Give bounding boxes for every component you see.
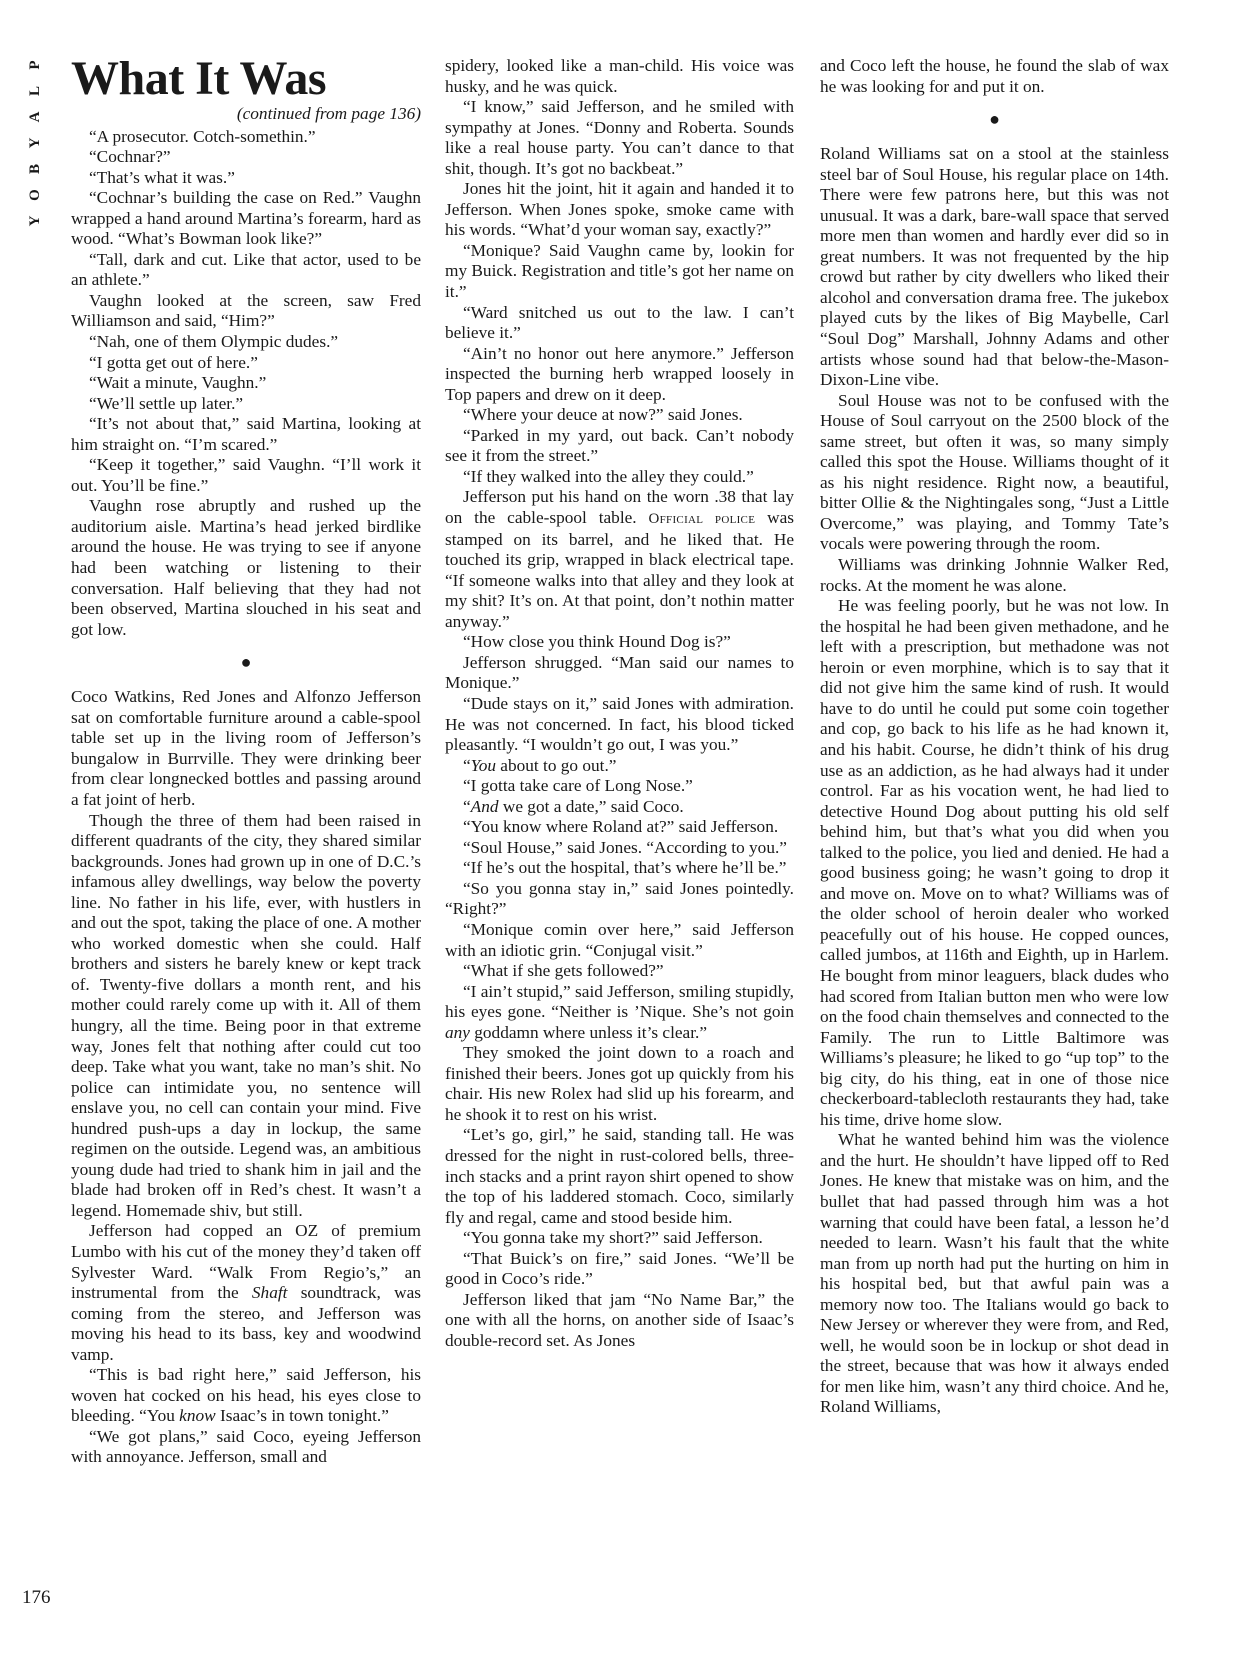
paragraph: “If he’s out the hospital, that’s where he’ll be.” [463, 858, 787, 878]
paragraph: “I gotta take care of Long Nose.” [463, 776, 693, 796]
paragraph: Soul House was not to be confused with the House of Soul carryout on the 2500 block of the same street, but often it was, so many simply called this spot the House. Williams thought of it as his night residence. Right now, a beautiful, bitter Ollie & the Nightingales song, “Just a Little Overcome,” was playing, and Tommy Tate’s vocals were powering through the room. [820, 390, 1169, 554]
text-run: “ [463, 755, 471, 775]
paragraph: “That’s what it was.” [89, 167, 235, 187]
italic-run: any [445, 1022, 470, 1042]
paragraph [71, 1365, 421, 1427]
paragraph: Jefferson liked that jam “No Name Bar,” the one with all the horns, on another side of Isaac’s double-record set. As Jones [445, 1289, 794, 1350]
paragraph [445, 756, 794, 777]
italic-run: And [470, 796, 499, 816]
paragraph: “Ward snitched us out to the law. I can’t believe it.” [445, 302, 794, 343]
paragraph: and Coco left the house, he found the slab of wax he was looking for and put it on. [820, 56, 1169, 96]
paragraph [445, 487, 794, 632]
paragraph: “What if she gets followed?” [463, 961, 664, 981]
paragraph: Jones hit the joint, hit it again and handed it to Jefferson. When Jones spoke, smoke came with his words. “What’d your woman say, exactly?” [445, 179, 794, 240]
section-break-dot: ● [240, 652, 252, 673]
column-2 [445, 56, 794, 1351]
paragraph: “We got plans,” said Coco, eyeing Jefferson with annoyance. Jefferson, small and [71, 1426, 421, 1467]
text-run: “ [463, 796, 471, 816]
magazine-letter: L [27, 86, 43, 97]
paragraph: “Cochnar’s building the case on Red.” Vaughn wrapped a hand around Martina’s forearm, hard as wood. “What’s Bowman look like?” [71, 188, 421, 249]
paragraph: “Nah, one of them Olympic dudes.” [89, 332, 339, 352]
paragraph: “Parked in my yard, out back. Can’t nobody see it from the street.” [445, 425, 794, 466]
page-number: 176 [22, 1587, 51, 1608]
paragraph: He was feeling poorly, but he was not low. In the hospital he had been given methadone, and he left with a prescription, but methadone was not heroin or even morphine, which is to say that it did not give him the same kind of rush. It would have to do until he could put some coin together and cop, go back to his life as he had known it, and his habit. Course, he didn’t think of his drug use as an addiction, as he had always had it under control. Far as his vocation went, he had lied to detective Hound Dog about putting his old self behind him, but that’s what you did when you talked to the police, you lied and denied. He had a good business going; he wasn’t going to drop it and move on. Move on to what? Williams was of the older school of heroin dealer who worked peacefully out of his house. He copped ounces, called jumbos, at 116th and Eighth, up in Harlem. He bought from minor leaguers, black dudes who had scored from Italian button men who were low on the food chain themselves and connected to the Family. The run to Little Baltimore was Williams’s pleasure; he liked to go “up top” to the big city, do his thing, eat in one of those nice checkerboard-tablecloth restaurants they had, take his time, drive home slow. [820, 596, 1169, 1129]
paragraph: “Where your deuce at now?” said Jones. [463, 405, 743, 425]
paragraph: “If they walked into the alley they could.” [463, 466, 754, 486]
paragraph: Vaughn looked at the screen, saw Fred Williamson and said, “Him?” [71, 290, 421, 331]
paragraph: “That Buick’s on fire,” said Jones. “We’ll be good in Coco’s ride.” [445, 1248, 794, 1289]
paragraph: What he wanted behind him was the violence and the hurt. He shouldn’t have lipped off to Red Jones. He knew that mistake was on him, and the bullet that had passed through him was a hot warning that could have been fatal, a lesson he’d needed to learn. Wasn’t his fault that the white man from up north had put the hurting on him in his hospital bed, but that awful pain was a memory now too. The Italians would go back to New Jersey or wherever they were from, and Red, well, he would soon be in lockup or shot dead in the street, because that was how it always ended for men like him, wasn’t any third choice. And he, Roland Williams, [820, 1130, 1169, 1417]
text-run: soundtrack, was coming from the stereo, and Jefferson was moving his head to its bass, key and woodwind vamp. [71, 1283, 421, 1364]
paragraph: “You know where Roland at?” said Jefferson. [463, 817, 779, 837]
paragraph: “Wait a minute, Vaughn.” [89, 373, 267, 393]
article-title: What It Was [71, 52, 327, 105]
magazine-letter: O [27, 189, 43, 201]
column-3 [820, 56, 1169, 1418]
column-1 [71, 52, 421, 1468]
paragraph: “I gotta get out of here.” [89, 352, 258, 372]
paragraph: “Soul House,” said Jones. “According to you.” [463, 837, 787, 857]
paragraph: “Cochnar?” [89, 147, 171, 167]
text-run: Isaac’s in town tonight.” [215, 1406, 389, 1426]
paragraph: “Monique comin over here,” said Jefferson with an idiotic grin. “Conjugal visit.” [445, 919, 794, 960]
text-run: was stamped on its barrel, and he liked that. He touched its grip, wrapped in black electrical tape. “If someone walks into that alley and they look at my shit? It’s on. At that point, don’t nothin matter anyway.” [445, 508, 794, 631]
magazine-letter: P [27, 60, 43, 70]
paragraph: “So you gonna stay in,” said Jones pointedly. “Right?” [445, 878, 794, 919]
text-run: goddamn where unless it’s clear.” [469, 1022, 708, 1042]
text-run: about to go out.” [495, 755, 617, 775]
paragraph: Though the three of them had been raised in different quadrants of the city, they shared similar backgrounds. Jones had grown up in one of D.C.’s infamous alley dwellings, way below the poverty line. No father in his life, ever, with hustlers in and out the spot, taking the place of one. A mother who worked domestic when she could. Half brothers and sisters he barely knew or kept track of. Twenty-five dollars a month rent, and his mother could rarely come up with it. All of them hungry, all the time. Being poor in that extreme way, Jones felt that nothing after could cut too deep. Take what you want, take no man’s shit. No police can intimidate you, no sentence will enslave you, no cell can contain your mind. Five hundred push-ups a day in lockup, the same regimen on the outside. Legend was, an ambitious young dude had tried to shank him in jail and the blade had broken off in Red’s chest. It wasn’t a legend. Homemade shiv, but still. [71, 810, 421, 1220]
italic-run: Shaft [251, 1283, 288, 1303]
paragraph: “How close you think Hound Dog is?” [463, 632, 731, 652]
paragraph: “You gonna take my short?” said Jefferson. [463, 1228, 763, 1248]
paragraph: “Monique? Said Vaughn came by, lookin for my Buick. Registration and title’s got her name on it.” [445, 240, 794, 302]
italic-run: You [470, 755, 496, 775]
text-run: we got a date,” said Coco. [498, 796, 684, 816]
paragraph: spidery, looked like a man-child. His voice was husky, and he was quick. [445, 56, 794, 96]
italic-run: know [179, 1406, 216, 1426]
paragraph: Vaughn rose abruptly and rushed up the auditorium aisle. Martina’s head jerked birdlike around the house. He was trying to see if anyone had been watching or listening to their conversation. Half believing that they had not been observed, Martina slouched in his seat and got low. [71, 496, 421, 639]
paragraph: They smoked the joint down to a roach and finished their beers. Jones got up quickly from his chair. His new Rolex had slid up his forearm, and he shook it to rest on his wrist. [445, 1043, 794, 1124]
magazine-letter: Y [27, 215, 43, 227]
text-run: Jefferson put his hand on the worn .38 that lay on the cable-spool table. [445, 487, 794, 528]
paragraph: “A prosecutor. Cotch-somethin.” [89, 126, 316, 146]
magazine-letter: Y [27, 137, 43, 149]
paragraph: “Ain’t no honor out here anymore.” Jefferson inspected the burning herb wrapped loosely in Top papers and drew on it deep. [445, 343, 794, 404]
paragraph: “Let’s go, girl,” he said, standing tall. He was dressed for the night in rust-colored bells, three-inch stacks and a print rayon shirt opened to show the top of his laddered stomach. Coco, similarly fly and regal, came and stood beside him. [445, 1125, 794, 1227]
paragraph: “Keep it together,” said Vaughn. “I’ll work it out. You’ll be fine.” [71, 455, 421, 495]
magazine-name-tab [20, 52, 50, 234]
paragraph: Jefferson shrugged. “Man said our names to Monique.” [445, 652, 794, 693]
text-run: “This is bad right here,” said Jefferson, his woven hat cocked on his head, his eyes close to bleeding. “You [71, 1365, 421, 1426]
paragraph [71, 1221, 421, 1365]
paragraph: Roland Williams sat on a stool at the stainless steel bar of Soul House, his regular place on 14th. There were few patrons here, but this was not unusual. It was a dark, bare-wall space that served more men than women and hardly ever did so in great numbers. It was not frequented by the hip crowd but rather by city dwellers who liked their alcohol and conversation drama free. The jukebox played cuts by the likes of Big Maybelle, Carl “Soul Dog” Marshall, Johnny Adams and other artists whose sound had that below-the-Mason-Dixon-Line vibe. [820, 144, 1169, 390]
magazine-letter: B [27, 164, 43, 175]
paragraph: Williams was drinking Johnnie Walker Red, rocks. At the moment he was alone. [820, 555, 1169, 595]
section-break-dot: ● [989, 109, 1000, 130]
magazine-letter: A [27, 111, 43, 123]
text-run: “I ain’t stupid,” said Jefferson, smiling stupidly, his eyes gone. “Neither is ’Nique. She’s not goin [445, 981, 794, 1022]
small-caps-run: Official police [648, 511, 756, 528]
paragraph: “We’ll settle up later.” [89, 393, 244, 413]
paragraph: “Dude stays on it,” said Jones with admiration. He was not concerned. In fact, his blood ticked pleasantly. “I wouldn’t go out, I was you.” [445, 693, 794, 755]
paragraph: Coco Watkins, Red Jones and Alfonzo Jefferson sat on comfortable furniture around a cable-spool table set up in the living room of Jefferson’s bungalow in Burrville. They were drinking beer from clear longnecked bottles and passing around a fat joint of herb. [71, 687, 421, 809]
paragraph [445, 982, 794, 1044]
paragraph [445, 797, 794, 818]
text-run: Jefferson had copped an OZ of premium Lumbo with his cut of the money they’d taken off Sylvester Ward. “Walk From Regio’s,” an instrumental from the [71, 1221, 421, 1303]
paragraph: “Tall, dark and cut. Like that actor, used to be an athlete.” [71, 249, 421, 290]
paragraph: “I know,” said Jefferson, and he smiled with sympathy at Jones. “Donny and Roberta. Sounds like a real house party. You can’t dance to that shit, though. It’s got no backbeat.” [445, 97, 794, 178]
continued-from-note: (continued from page 136) [236, 104, 421, 123]
paragraph: “It’s not about that,” said Martina, looking at him straight on. “I’m scared.” [71, 414, 421, 454]
